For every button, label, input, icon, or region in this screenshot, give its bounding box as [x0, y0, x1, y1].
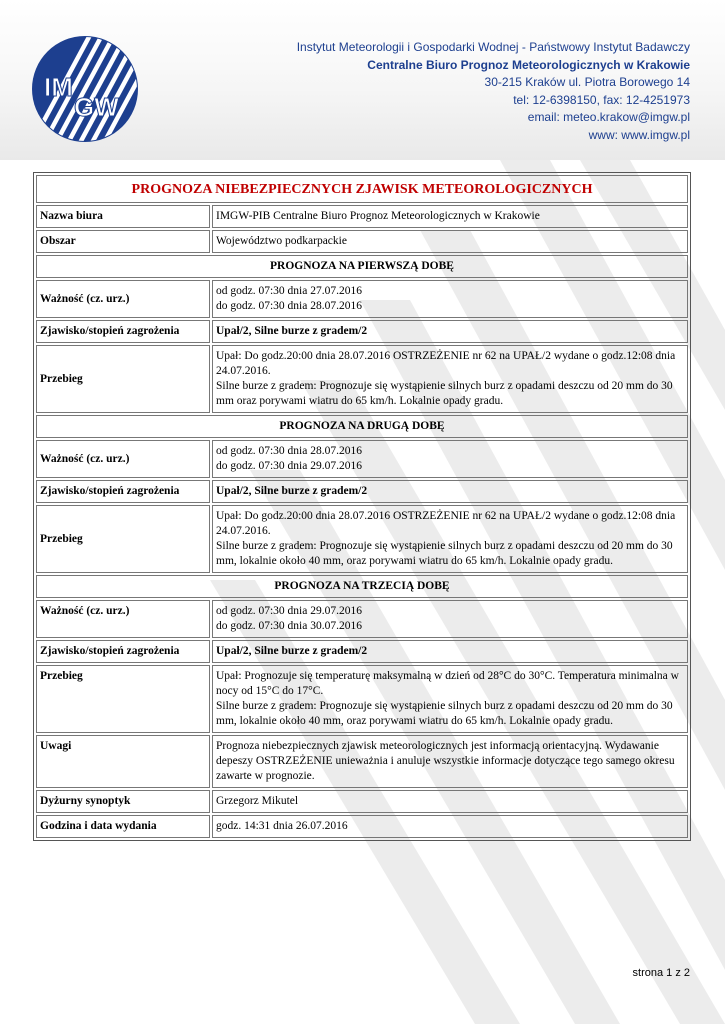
course-value	[212, 665, 688, 733]
course-label: Przebieg	[36, 505, 210, 573]
course-label: Przebieg	[36, 665, 210, 733]
course-storms: Silne burze z gradem: Prognozuje się wystąpienie silnych burz z opadami deszczu od 20 mm do 30 mm, lokalnie około 40 mm, oraz porywami wiatru do 65 km/h. Lokalnie opady gradu.	[216, 700, 673, 727]
course-storms: Silne burze z gradem: Prognozuje się wystąpienie silnych burz z opadami deszczu od 20 mm do 30 mm, lokalnie około 40 mm, oraz porywami wiatru do 65 km/h. Lokalnie opady gradu.	[216, 540, 673, 567]
course-value	[212, 505, 688, 573]
remarks-label: Uwagi	[36, 735, 210, 788]
page-number: strona 1 z 2	[632, 967, 690, 979]
course-storms: Silne burze z gradem: Prognozuje się wystąpienie silnych burz z opadami deszczu od 20 mm do 30 mm oraz porywami wiatru do 65 km/h. Lokalnie opady gradu.	[216, 380, 673, 407]
office-label: Nazwa biura	[36, 205, 210, 228]
phone-fax: tel: 12-6398150, fax: 12-4251973	[513, 92, 690, 107]
forecaster-value: Grzegorz Mikutel	[212, 790, 688, 813]
validity-value	[212, 600, 688, 638]
section-heading-day3: PROGNOZA NA TRZECIĄ DOBĘ	[36, 575, 688, 598]
phenomenon-label: Zjawisko/stopień zagrożenia	[36, 640, 210, 663]
phenomenon-value: Upał/2, Silne burze z gradem/2	[212, 640, 688, 663]
area-value: Województwo podkarpackie	[212, 230, 688, 253]
document-title: PROGNOZA NIEBEZPIECZNYCH ZJAWISK METEOROLOGICZNYCH	[36, 175, 688, 203]
validity-to: do godz. 07:30 dnia 28.07.2016	[216, 300, 362, 312]
validity-to: do godz. 07:30 dnia 30.07.2016	[216, 620, 362, 632]
course-value	[212, 345, 688, 413]
phenomenon-label: Zjawisko/stopień zagrożenia	[36, 480, 210, 503]
validity-value	[212, 280, 688, 318]
validity-from: od godz. 07:30 dnia 29.07.2016	[216, 605, 362, 617]
institute-name: Instytut Meteorologii i Gospodarki Wodnej - Państwowy Instytut Badawczy	[296, 40, 690, 54]
validity-label: Ważność (cz. urz.)	[36, 280, 210, 318]
area-label: Obszar	[36, 230, 210, 253]
institute-header	[297, 39, 690, 144]
course-heat: Upał: Do godz.20:00 dnia 28.07.2016 OSTRZEŻENIE nr 62 na UPAŁ/2 wydane o godz.12:08 dnia 24.07.2016.	[216, 350, 676, 377]
svg-text:GW: GW	[74, 92, 119, 122]
course-heat: Upał: Prognozuje się temperaturę maksymalną w dzień od 28°C do 30°C. Temperatura minimalna w nocy od 15°C do 17°C.	[216, 670, 679, 697]
office-name: Centralne Biuro Prognoz Meteorologicznych w Krakowie	[367, 57, 690, 72]
validity-from: od godz. 07:30 dnia 28.07.2016	[216, 445, 362, 457]
remarks-value: Prognoza niebezpiecznych zjawisk meteorologicznych jest informacją orientacyjną. Wydawanie depeszy OSTRZEŻENIE unieważnia i anuluje wszystkie informacje dotyczące tego samego okresu zawarte w prognozie.	[212, 735, 688, 788]
validity-label: Ważność (cz. urz.)	[36, 440, 210, 478]
svg-text:IM: IM	[44, 72, 73, 102]
imgw-logo	[30, 34, 140, 144]
office-value: IMGW-PIB Centralne Biuro Prognoz Meteorologicznych w Krakowie	[212, 205, 688, 228]
website: www: www.imgw.pl	[588, 127, 690, 142]
issued-label: Godzina i data wydania	[36, 815, 210, 838]
forecaster-label: Dyżurny synoptyk	[36, 790, 210, 813]
phenomenon-value: Upał/2, Silne burze z gradem/2	[212, 320, 688, 343]
validity-to: do godz. 07:30 dnia 29.07.2016	[216, 460, 362, 472]
section-heading-day2: PROGNOZA NA DRUGĄ DOBĘ	[36, 415, 688, 438]
email: email: meteo.krakow@imgw.pl	[527, 110, 690, 124]
address: 30-215 Kraków ul. Piotra Borowego 14	[484, 75, 690, 89]
validity-value	[212, 440, 688, 478]
phenomenon-label: Zjawisko/stopień zagrożenia	[36, 320, 210, 343]
phenomenon-value: Upał/2, Silne burze z gradem/2	[212, 480, 688, 503]
course-heat: Upał: Do godz.20:00 dnia 28.07.2016 OSTRZEŻENIE nr 62 na UPAŁ/2 wydane o godz.12:08 dnia 24.07.2016.	[216, 510, 676, 537]
issued-value: godz. 14:31 dnia 26.07.2016	[212, 815, 688, 838]
section-heading-day1: PROGNOZA NA PIERWSZĄ DOBĘ	[36, 255, 688, 278]
course-label: Przebieg	[36, 345, 210, 413]
validity-from: od godz. 07:30 dnia 27.07.2016	[216, 285, 362, 297]
forecast-table	[33, 172, 691, 841]
validity-label: Ważność (cz. urz.)	[36, 600, 210, 638]
